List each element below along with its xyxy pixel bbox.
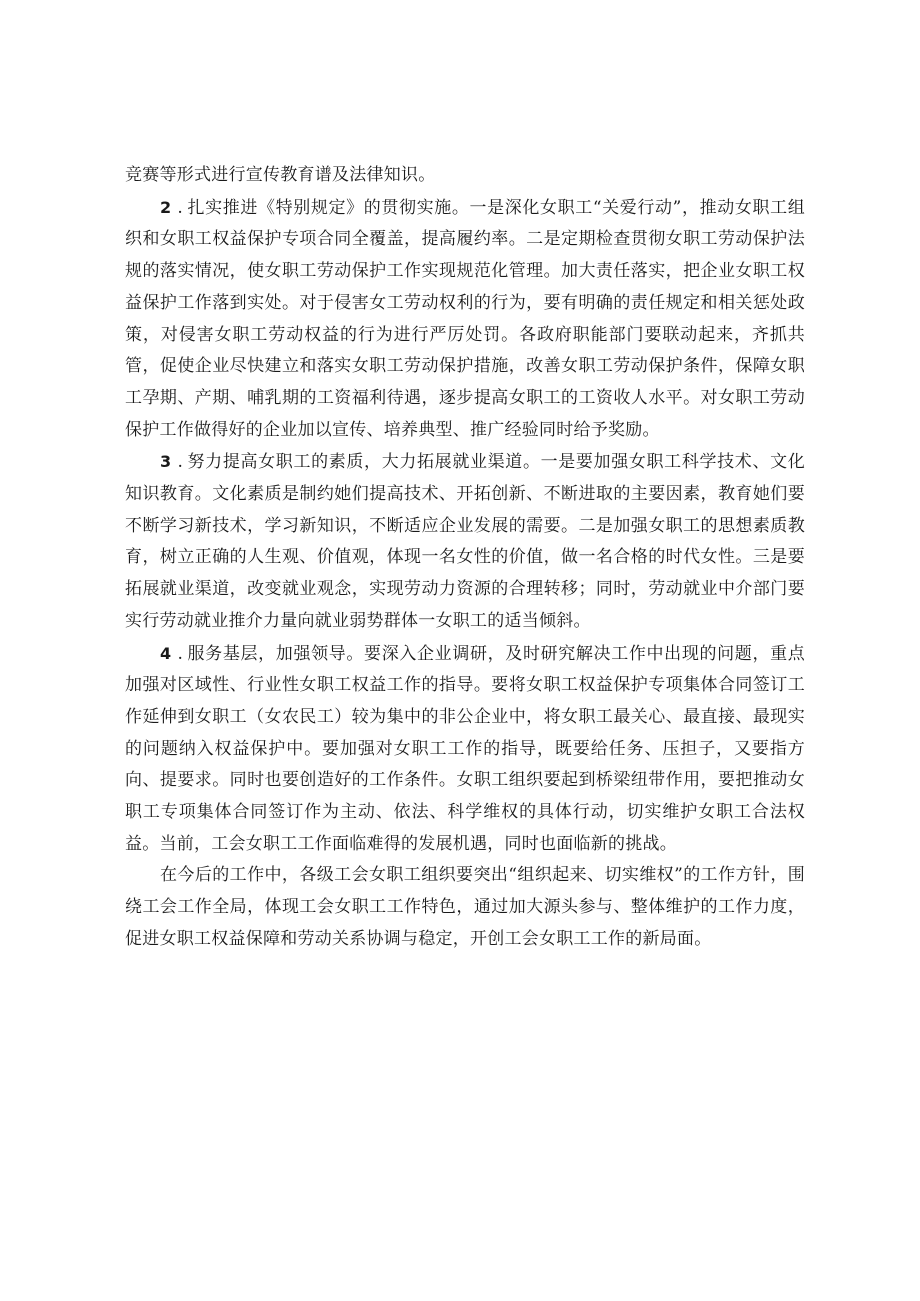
paragraph-text: 在今后的工作中，各级工会女职工组织要突出“组织起来、切实维权”的工作方针，围绕工会工作全局，体现工会女职工工作特色，通过加大源头参与、整体维护的工作力度，促进女职工权益保障和劳动关系协调与稳定，开创工会女职工工作的新局面。 <box>125 865 805 949</box>
item-separator: . <box>177 452 184 473</box>
item-number: 2 <box>160 197 172 217</box>
paragraph-text: 扎实推进《特别规定》的贯彻实施。一是深化女职工“关爱行动”，推动女职工组织和女职工权益保护专项合同全覆盖，提高履约率。二是定期检查贯彻女职工劳动保护法规的落实情况，使女职工劳动保护工作实现规范化管理。加大责任落实，把企业女职工权益保护工作落到实处。对于侵害女工劳动权利的行为，要有明确的责任规定和相关惩处政策，对侵害女职工劳动权益的行为进行严厉处罚。各政府职能部门要联动起来，齐抓共管，促使企业尽快建立和落实女职工劳动保护措施，改善女职工劳动保护条件，保障女职工孕期、产期、哺乳期的工资福利待遇，逐步提高女职工的工资收人水平。对女职工劳动保护工作做得好的企业加以宣传、培养典型、推广经验同时给予奖励。 <box>125 197 805 440</box>
document-body <box>125 160 805 956</box>
item-separator: . <box>177 197 184 218</box>
paragraph-text: 服务基层，加强领导。要深入企业调研，及时研究解决工作中出现的问题，重点加强对区域性、行业性女职工权益工作的指导。要将女职工权益保护专项集体合同签订工作延伸到女职工（女农民工）较为集中的非公企业中，将女职工最关心、最直接、最现实的问题纳入权益保护中。要加强对女职工工作的指导，既要给任务、压担子，又要指方向、提要求。同时也要创造好的工作条件。女职工组织要起到桥梁纽带作用，要把推动女职工专项集体合同签订作为主动、依法、科学维权的具体行动，切实维护女职工合法权益。当前，工会女职工工作面临难得的发展机遇，同时也面临新的挑战。 <box>125 643 806 854</box>
paragraph-text: 努力提高女职工的素质，大力拓展就业渠道。一是要加强女职工科学技术、文化知识教育。文化素质是制约她们提高技术、开拓创新、不断进取的主要因素，教育她们要不断学习新技术，学习新知识，不断适应企业发展的需要。二是加强女职工的思想素质教育，树立正确的人生观、价值观，体现一名女性的价值，做一名合格的时代女性。三是要拓展就业渠道，改变就业观念，实现劳动力资源的合理转移；同时，劳动就业中介部门要实行劳动就业推介力量向就业弱势群体一女职工的适当倾斜。 <box>125 452 806 631</box>
paragraph-item-3 <box>125 446 805 637</box>
item-number: 4 <box>160 643 172 663</box>
paragraph-continuation <box>125 160 805 192</box>
paragraph-conclusion <box>125 860 805 955</box>
paragraph-item-2 <box>125 192 805 447</box>
item-number: 3 <box>160 452 172 472</box>
item-separator: . <box>177 643 184 664</box>
paragraph-item-4 <box>125 638 805 861</box>
paragraph-text: 竞赛等形式进行宣传教育谱及法律知识。 <box>125 165 436 185</box>
